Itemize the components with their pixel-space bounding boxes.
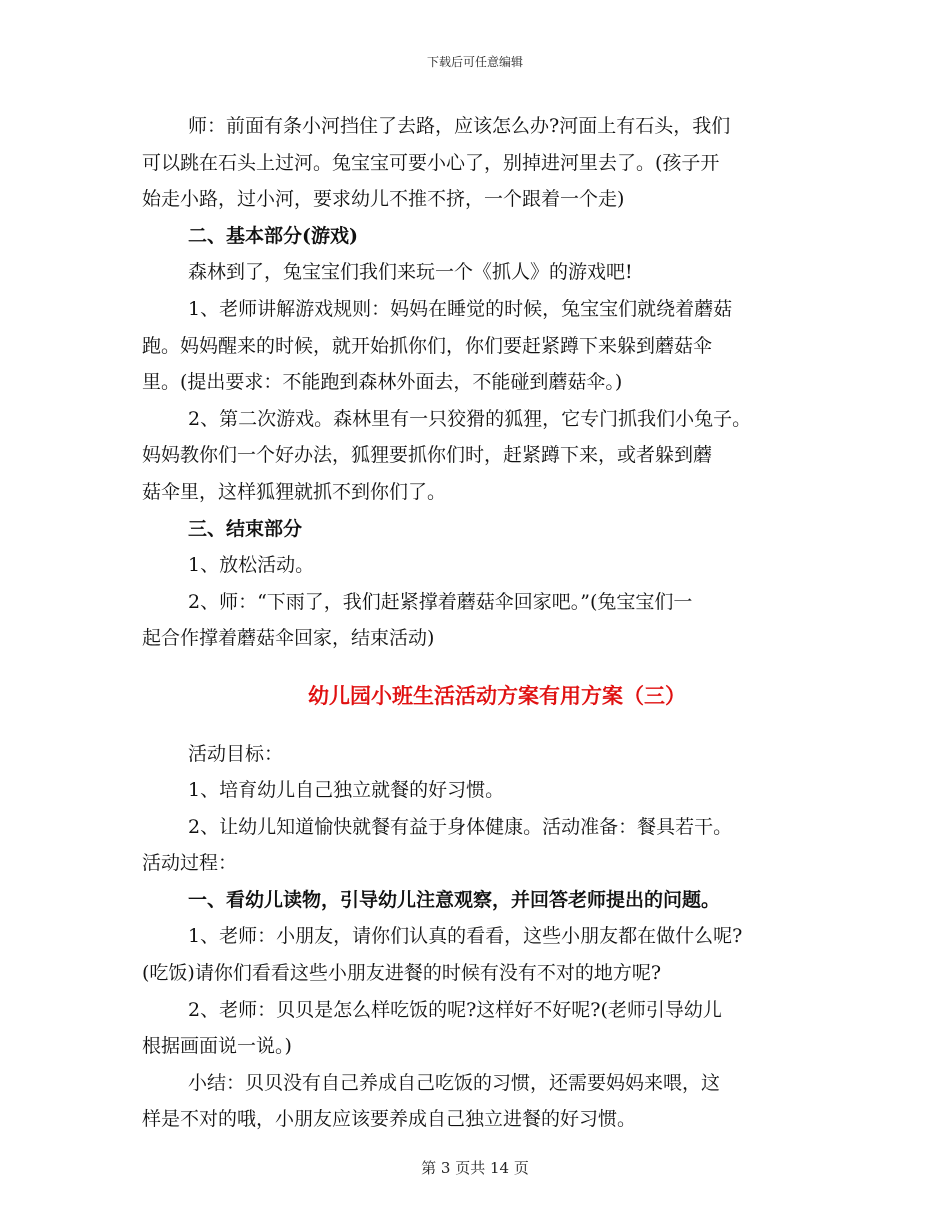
document-title: 幼儿园小班生活活动方案有用方案（三） bbox=[308, 682, 686, 708]
paragraph-line: 小结：贝贝没有自己养成自己吃饭的习惯，还需要妈妈来喂，这 bbox=[188, 1071, 721, 1094]
paragraph-line: (吃饭)请你们看看这些小朋友进餐的时候有没有不对的地方呢? bbox=[142, 962, 662, 985]
paragraph-line: 活动过程： bbox=[142, 852, 238, 875]
paragraph-line: 跑。妈妈醒来的时候，就开始抓你们，你们要赶紧蹲下来躲到蘑菇伞 bbox=[142, 334, 713, 357]
paragraph-line: 1、老师：小朋友，请你们认真的看看，这些小朋友都在做什么呢? bbox=[188, 925, 743, 948]
paragraph-line: 师：前面有条小河挡住了去路，应该怎么办?河面上有石头，我们 bbox=[188, 115, 731, 137]
paragraph-line: 始走小路，过小河，要求幼儿不推不挤，一个跟着一个走) bbox=[142, 188, 625, 211]
paragraph-line: 菇伞里，这样狐狸就抓不到你们了。 bbox=[142, 480, 447, 503]
paragraph-line: 可以跳在石头上过河。兔宝宝可要小心了，别掉进河里去了。(孩子开 bbox=[142, 151, 720, 174]
paragraph-line: 2、让幼儿知道愉快就餐有益于身体健康。活动准备：餐具若干。 bbox=[188, 815, 733, 838]
paragraph-line: 根据画面说一说。) bbox=[142, 1035, 292, 1058]
paragraph-line: 1、老师讲解游戏规则：妈妈在睡觉的时候，兔宝宝们就绕着蘑菇 bbox=[188, 297, 733, 320]
section-heading: 二、基本部分(游戏) bbox=[188, 224, 358, 247]
paragraph-line: 2、老师：贝贝是怎么样吃饭的呢?这样好不好呢?(老师引导幼儿 bbox=[188, 998, 722, 1021]
paragraph-line: 起合作撑着蘑菇伞回家，结束活动) bbox=[142, 627, 435, 650]
paragraph-line: 2、师：“下雨了，我们赶紧撑着蘑菇伞回家吧。”(兔宝宝们一 bbox=[188, 590, 693, 613]
paragraph-line: 森林到了，兔宝宝们我们来玩一个《抓人》的游戏吧! bbox=[188, 261, 633, 284]
paragraph-line: 活动目标： bbox=[188, 742, 284, 765]
document-body bbox=[142, 108, 832, 1138]
paragraph-line: 1、培育幼儿自己独立就餐的好习惯。 bbox=[188, 779, 505, 802]
paragraph-line: 妈妈教你们一个好办法，狐狸要抓你们时，赶紧蹲下来，或者躲到蘑 bbox=[142, 444, 713, 467]
paragraph-line: 1、放松活动。 bbox=[188, 554, 315, 577]
paragraph-line: 样是不对的哦，小朋友应该要养成自己独立进餐的好习惯。 bbox=[142, 1108, 637, 1131]
section-heading: 一、看幼儿读物，引导幼儿注意观察，并回答老师提出的问题。 bbox=[188, 888, 721, 911]
paragraph-line: 2、第二次游戏。森林里有一只狡猾的狐狸，它专门抓我们小兔子。 bbox=[188, 407, 752, 430]
page-header: 下载后可任意编辑 bbox=[426, 55, 523, 69]
section-heading: 三、结束部分 bbox=[188, 517, 303, 540]
paragraph-line: 里。(提出要求：不能跑到森林外面去，不能碰到蘑菇伞。) bbox=[142, 371, 623, 394]
page-footer: 第 3 页共 14 页 bbox=[421, 1159, 529, 1177]
